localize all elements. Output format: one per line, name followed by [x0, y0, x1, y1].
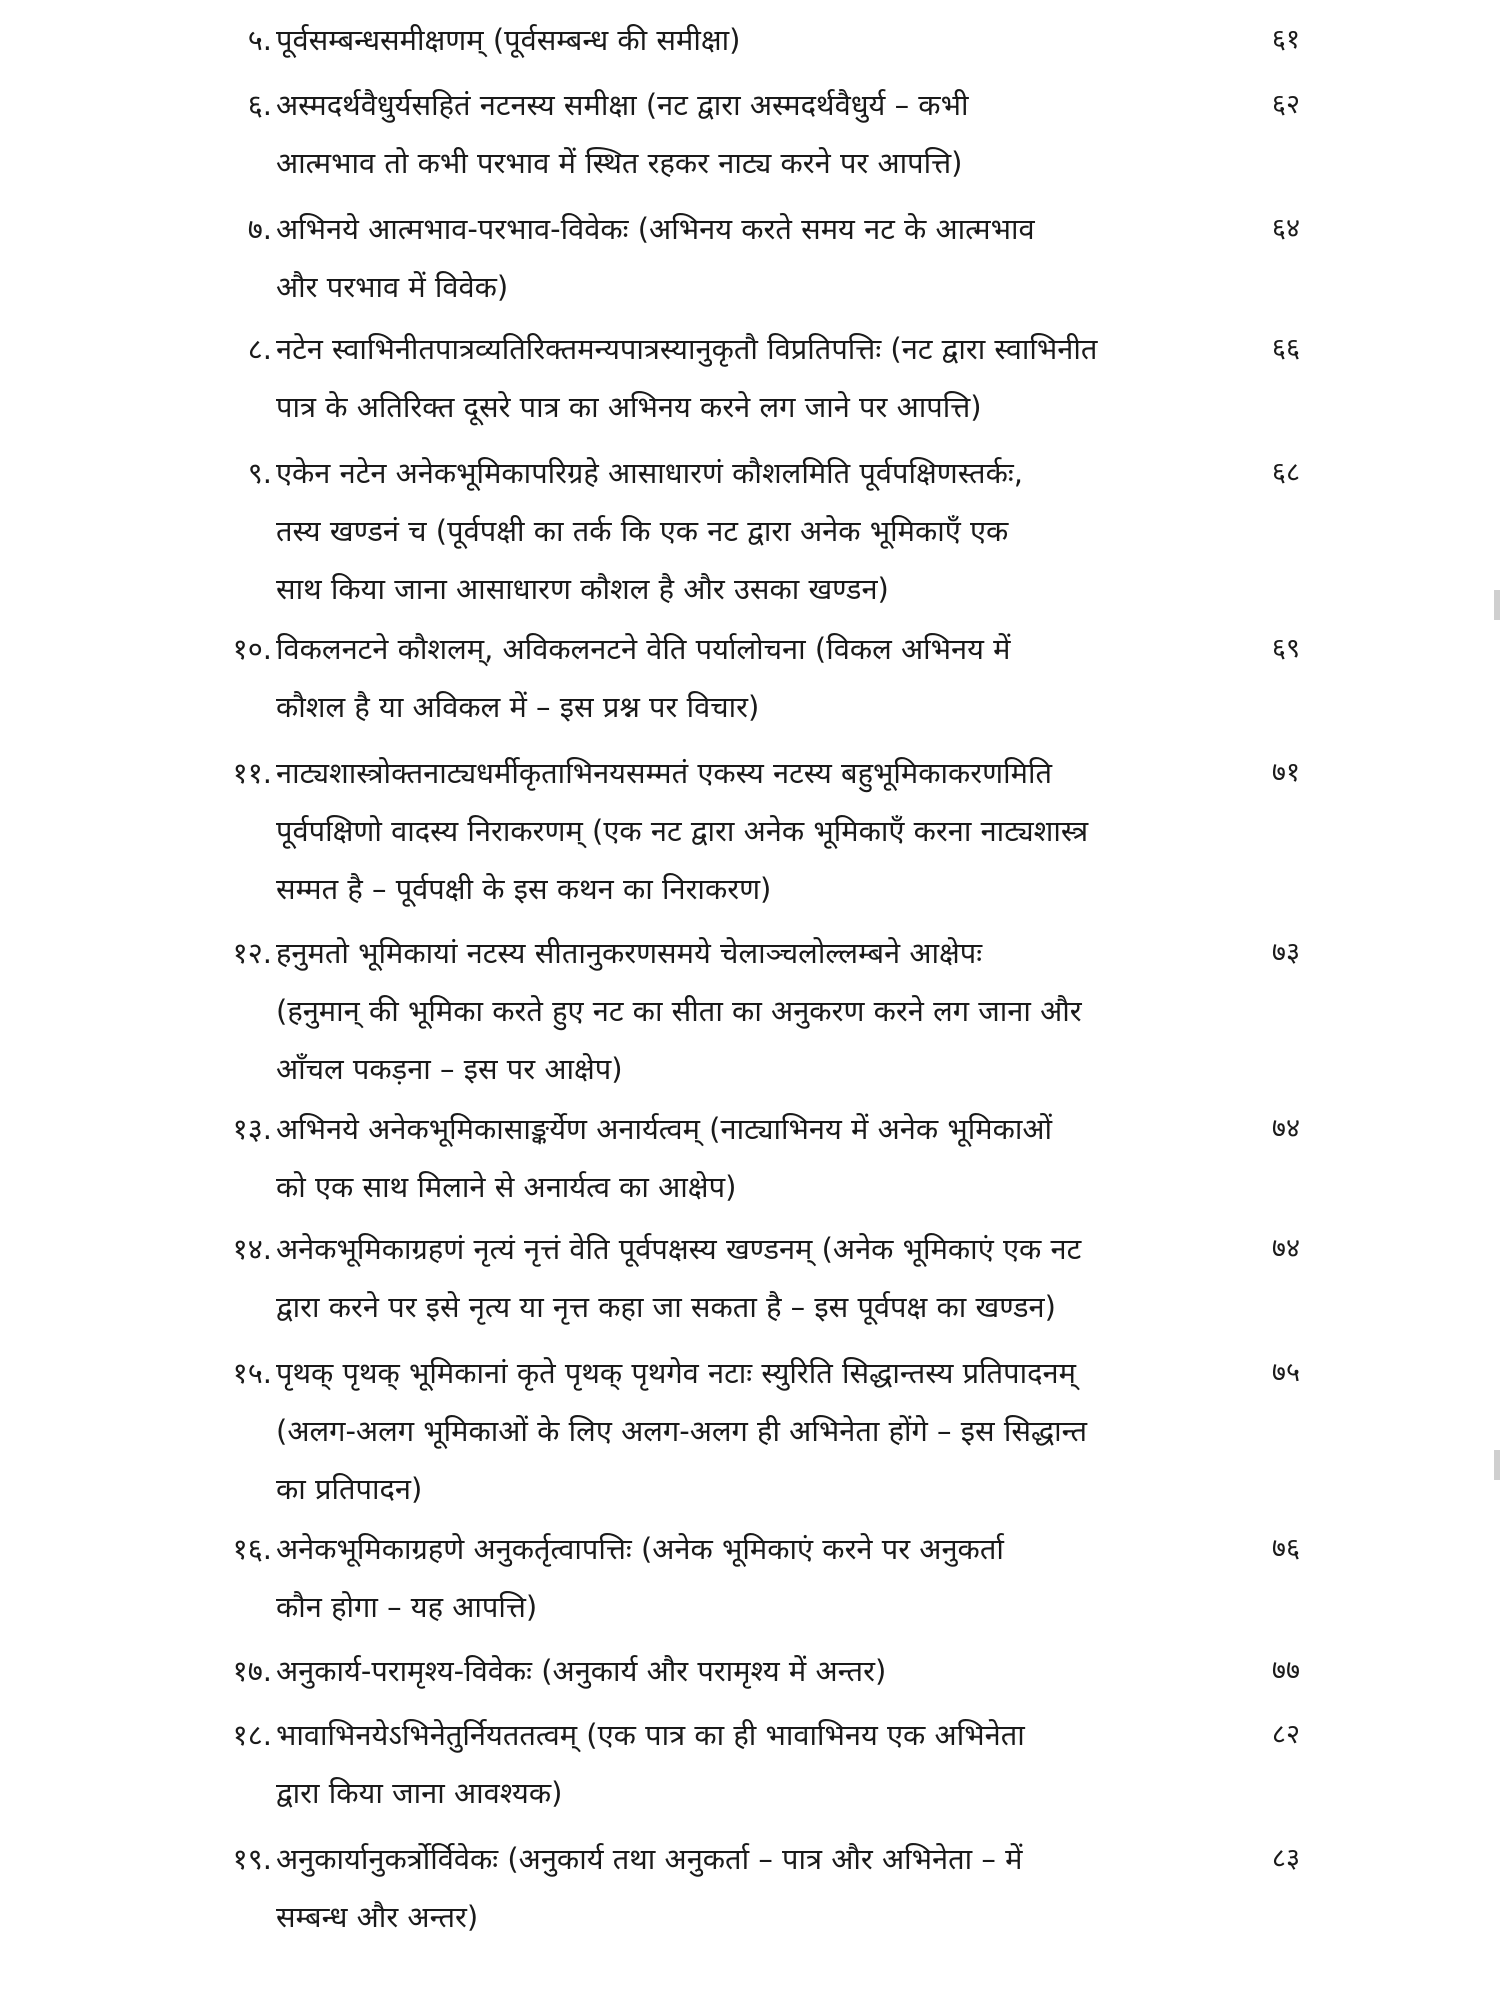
scan-edge-mark [1494, 590, 1500, 620]
entry-page-number: ७६ [1271, 1533, 1300, 1564]
entry-title [276, 620, 1196, 736]
entry-number: ६. [247, 88, 272, 122]
entry-title-line: अनेकभूमिकाग्रहणे अनुकर्तृत्वापत्तिः (अनेक भूमिकाएं करने पर अनुकर्ता [276, 1532, 1004, 1566]
entry-title-line: विकलनटने कौशलम्, अविकलनटने वेति पर्यालोचना (विकल अभिनय में [276, 632, 1011, 666]
entry-page-number: ७१ [1271, 757, 1300, 788]
entry-title [276, 1220, 1196, 1336]
entry-number: १९. [232, 1842, 272, 1876]
entry-title-line: सम्मत है – पूर्वपक्षी के इस कथन का निराकरण) [276, 872, 772, 906]
entry-title-line: और परभाव में विवेक) [276, 270, 509, 304]
entry-title-line: पूर्वपक्षिणो वादस्य निराकरणम् (एक नट द्वारा अनेक भूमिकाएँ करना नाट्यशास्त्र [276, 814, 1089, 848]
entry-page-number: ६१ [1271, 24, 1300, 55]
entry-page-number: ७३ [1271, 937, 1300, 968]
entry-title-line: अनुकार्यानुकर्त्रोर्विवेकः (अनुकार्य तथा अनुकर्ता – पात्र और अभिनेता – में [276, 1842, 1023, 1876]
entry-title-line: आत्मभाव तो कभी परभाव में स्थित रहकर नाट्य करने पर आपत्ति) [276, 146, 963, 180]
entry-title-line: पृथक् पृथक् भूमिकानां कृते पृथक् पृथगेव नटाः स्युरिति सिद्धान्तस्य प्रतिपादनम् [276, 1356, 1076, 1390]
entry-number: ५. [247, 23, 272, 57]
entry-page-number: ७५ [1271, 1357, 1300, 1388]
entry-title-line: भावाभिनयेऽभिनेतुर्नियततत्वम् (एक पात्र का ही भावाभिनय एक अभिनेता [276, 1718, 1025, 1752]
entry-title-line: एकेन नटेन अनेकभूमिकापरिग्रहे आसाधारणं कौशलमिति पूर्वपक्षिणस्तर्कः, [276, 456, 1023, 490]
entry-title [276, 1642, 1196, 1700]
entry-title-line: साथ किया जाना आसाधारण कौशल है और उसका खण्डन) [276, 572, 889, 606]
entry-title-line: कौशल है या अविकल में – इस प्रश्न पर विचार) [276, 690, 760, 724]
entry-title-line: (हनुमान् की भूमिका करते हुए नट का सीता का अनुकरण करने लग जाना और [276, 994, 1082, 1028]
entry-number: १७. [232, 1654, 272, 1688]
entry-number: १३. [232, 1112, 272, 1146]
entry-title-line: द्वारा किया जाना आवश्यक) [276, 1776, 563, 1810]
entry-title [276, 1100, 1196, 1216]
entry-title [276, 76, 1196, 192]
entry-title-line: हनुमतो भूमिकायां नटस्य सीतानुकरणसमये चेलाञ्चलोल्लम्बने आक्षेपः [276, 936, 983, 970]
entry-title-line: नटेन स्वाभिनीतपात्रव्यतिरिक्तमन्यपात्रस्यानुकृतौ विप्रतिपत्तिः (नट द्वारा स्वाभिनीत [276, 332, 1098, 366]
entry-page-number: ६८ [1271, 457, 1300, 488]
entry-page-number: ८३ [1271, 1843, 1300, 1874]
entry-title-line: को एक साथ मिलाने से अनार्यत्व का आक्षेप) [276, 1170, 737, 1204]
entry-number: १०. [232, 632, 272, 666]
entry-title-line: अनुकार्य-परामृश्य-विवेकः (अनुकार्य और परामृश्य में अन्तर) [276, 1654, 887, 1688]
entry-page-number: ७७ [1271, 1655, 1300, 1686]
entry-page-number: ६४ [1271, 213, 1300, 244]
entry-title-line: अनेकभूमिकाग्रहणं नृत्यं नृत्तं वेति पूर्वपक्षस्य खण्डनम् (अनेक भूमिकाएं एक नट [276, 1232, 1082, 1266]
entry-title [276, 924, 1196, 1098]
entry-number: ७. [247, 212, 272, 246]
entry-title-line: कौन होगा – यह आपत्ति) [276, 1590, 538, 1624]
entry-page-number: ७४ [1271, 1233, 1300, 1264]
entry-title-line: नाट्यशास्त्रोक्तनाट्यधर्मीकृताभिनयसम्मतं एकस्य नटस्य बहुभूमिकाकरणमिति [276, 756, 1053, 790]
entry-title [276, 200, 1196, 316]
entry-number: ११. [232, 756, 272, 790]
entry-number: ८. [247, 332, 272, 366]
scan-edge-mark [1494, 1450, 1500, 1480]
entry-title-line: आँचल पकड़ना – इस पर आक्षेप) [276, 1052, 623, 1086]
entry-title-line: अभिनये आत्मभाव-परभाव-विवेकः (अभिनय करते समय नट के आत्मभाव [276, 212, 1035, 246]
entry-title-line: अभिनये अनेकभूमिकासाङ्कर्येण अनार्यत्वम् (नाट्याभिनय में अनेक भूमिकाओं [276, 1112, 1053, 1146]
entry-title [276, 320, 1196, 436]
entry-title-line: (अलग-अलग भूमिकाओं के लिए अलग-अलग ही अभिनेता होंगे – इस सिद्धान्त [276, 1414, 1088, 1448]
entry-number: १४. [232, 1232, 272, 1266]
entry-title-line: पूर्वसम्बन्धसमीक्षणम् (पूर्वसम्बन्ध की समीक्षा) [276, 23, 741, 57]
entry-number: १५. [232, 1356, 272, 1390]
entry-title-line: अस्मदर्थवैधुर्यसहितं नटनस्य समीक्षा (नट द्वारा अस्मदर्थवैधुर्य – कभी [276, 88, 969, 122]
entry-number: ९. [247, 456, 272, 490]
entry-title-line: तस्य खण्डनं च (पूर्वपक्षी का तर्क कि एक नट द्वारा अनेक भूमिकाएँ एक [276, 514, 1009, 548]
entry-number: १२. [232, 936, 272, 970]
entry-title [276, 744, 1196, 918]
entry-title [276, 444, 1196, 618]
entry-title-line: सम्बन्ध और अन्तर) [276, 1900, 479, 1934]
entry-title [276, 1706, 1196, 1822]
entry-page-number: ६९ [1271, 633, 1300, 664]
entry-title-line: का प्रतिपादन) [276, 1472, 423, 1506]
entry-title [276, 1344, 1196, 1518]
entry-title [276, 1830, 1196, 1946]
entry-number: १६. [232, 1532, 272, 1566]
entry-page-number: ८२ [1271, 1719, 1300, 1750]
entry-number: १८. [232, 1718, 272, 1752]
entry-page-number: ६२ [1271, 89, 1300, 120]
entry-title [276, 1520, 1196, 1636]
entry-title [276, 11, 1196, 69]
entry-title-line: पात्र के अतिरिक्त दूसरे पात्र का अभिनय करने लग जाने पर आपत्ति) [276, 390, 982, 424]
entry-page-number: ६६ [1271, 333, 1300, 364]
entry-title-line: द्वारा करने पर इसे नृत्य या नृत्त कहा जा सकता है – इस पूर्वपक्ष का खण्डन) [276, 1290, 1056, 1324]
entry-page-number: ७४ [1271, 1113, 1300, 1144]
